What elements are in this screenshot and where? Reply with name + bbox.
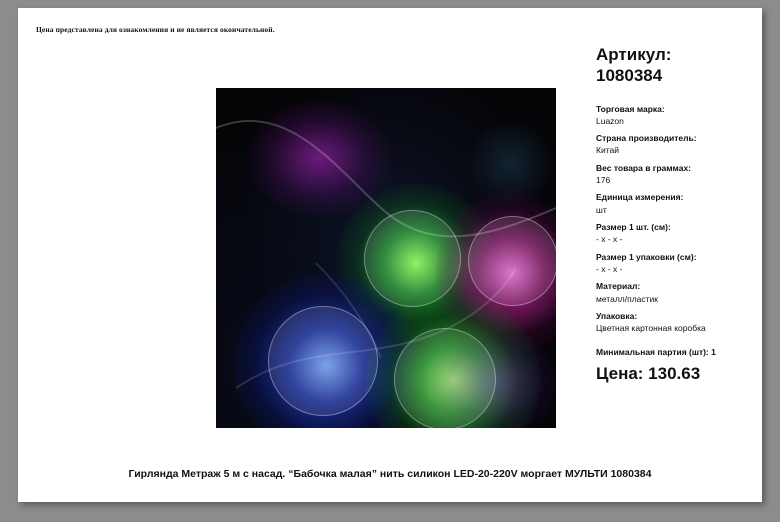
spec-label: Страна производитель:	[596, 133, 697, 144]
led-garland-photo	[216, 88, 556, 428]
spec-weight	[596, 162, 756, 187]
product-image	[216, 88, 556, 428]
spec-value: металл/пластик	[596, 293, 658, 304]
spec-label: Упаковка:	[596, 310, 638, 321]
flower-lamp	[394, 328, 496, 428]
flower-lamp	[268, 306, 378, 416]
spec-value: - х - х -	[596, 234, 623, 245]
spec-country	[596, 132, 756, 157]
spec-value: Luazon	[596, 115, 624, 126]
spec-value: шт	[596, 204, 607, 215]
document-page	[18, 8, 762, 502]
price-disclaimer: Цена представлена для ознакомления и не является окончательной.	[36, 25, 275, 34]
spec-material	[596, 280, 756, 305]
spec-value: Китай	[596, 145, 619, 156]
spec-label: Размер 1 упаковки (см):	[596, 251, 697, 262]
spec-label: Единица измерения:	[596, 192, 684, 203]
spec-label: Размер 1 шт. (см):	[596, 222, 671, 232]
min-lot: Минимальная партия (шт): 1	[596, 346, 716, 357]
product-caption: Гирлянда Метраж 5 м с насад. “Бабочка малая” нить силикон LED-20-220V моргает МУЛЬТИ 1080384	[128, 468, 652, 480]
spec-packaging	[596, 310, 756, 335]
spec-package-size	[596, 251, 756, 276]
spec-value: Цветная картонная коробка	[596, 323, 706, 334]
spec-unit	[596, 191, 756, 216]
flower-lamp	[364, 210, 461, 307]
spec-value: 176	[596, 175, 611, 186]
spec-label: Материал:	[596, 281, 641, 292]
product-info-panel	[596, 44, 756, 384]
sku-value: 1080384	[596, 66, 663, 86]
spec-label: Вес товара в граммах:	[596, 162, 692, 173]
spec-brand	[596, 103, 756, 128]
price-value: Цена: 130.63	[596, 363, 701, 383]
sku-label: Артикул:	[596, 45, 672, 64]
flower-lamp	[468, 216, 556, 306]
spec-value: - х - х -	[596, 263, 623, 274]
spec-label: Торговая марка:	[596, 103, 665, 114]
spec-item-size	[596, 221, 756, 246]
